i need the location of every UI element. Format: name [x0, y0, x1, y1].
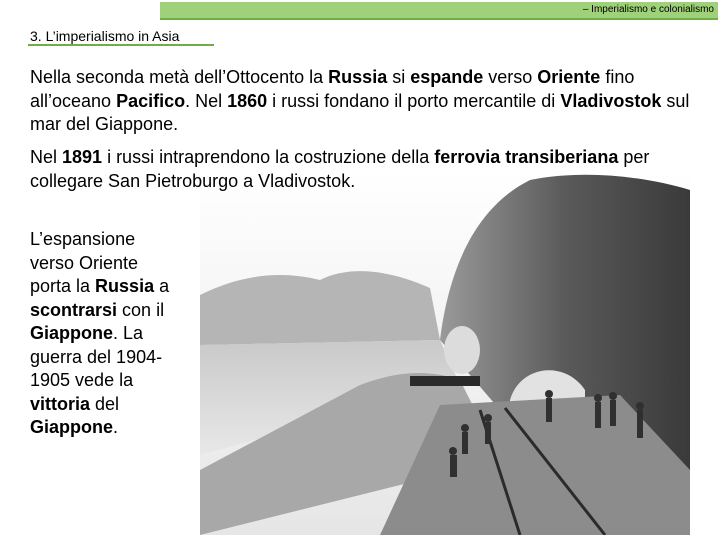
- photo-distant-hills: [200, 271, 440, 345]
- paragraph-russia-expansion: Nella seconda metà dell’Ottocento la Russia si espande verso Oriente fino all’oceano Pacifico. Nel 1860 i russi fondano il porto mercantile di Vladivostok sul mar del Giappone.: [30, 67, 690, 134]
- section-underline: [28, 44, 214, 46]
- railway-construction-photo: [200, 170, 690, 535]
- photo-smoke: [444, 326, 480, 374]
- header-bar: [160, 2, 718, 20]
- paragraph-russo-japanese-war: L’espansione verso Oriente porta la Russia a scontrarsi con il Giappone. La guerra del 1904-1905 vede la vittoria del Giappone.: [30, 229, 170, 437]
- header-subject: – Imperialismo e colonialismo: [582, 4, 714, 15]
- section-title: 3. L’imperialismo in Asia: [30, 28, 180, 44]
- paragraph-transsiberian: Nel 1891 i russi intraprendono la costruzione della ferrovia transiberiana per collegare San Pietroburgo a Vladivostok.: [30, 147, 650, 191]
- photo-train: [410, 376, 480, 386]
